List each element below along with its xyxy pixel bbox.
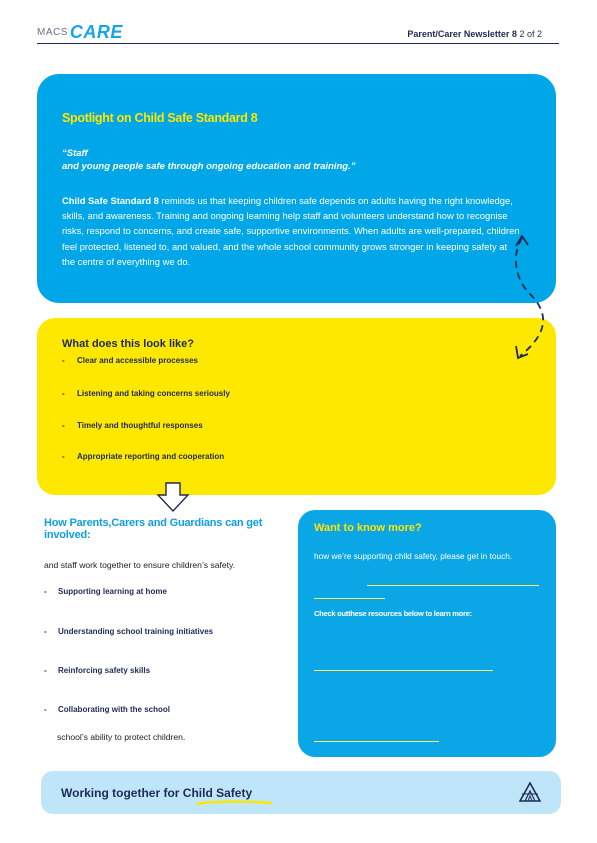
parents-title: How Parents,Carers and Guardians can get involved: bbox=[44, 517, 263, 541]
spotlight-body-text: reminds us that keeping children safe depends on adults having the right knowledge, skills, and awareness. Training and ongoing learning help staff and volunteers understand how to recognise risks, respond to concerns, and create safe, supportive environments. When adults are well-prepared, children feel protected, listened to, and valued, and the whole school community grows stronger in keeping safety at the centre of everything we do. bbox=[62, 195, 520, 267]
page-indicator: 2 of 2 bbox=[519, 29, 542, 39]
parents-intro: and staff work together to ensure children’s safety. bbox=[44, 560, 236, 570]
list-item: - Understanding school training initiatives bbox=[44, 627, 214, 636]
list-item-label: Timely and thoughtful responses bbox=[77, 421, 203, 430]
spotlight-body bbox=[62, 193, 522, 269]
yellow-underline-swoosh bbox=[195, 800, 273, 806]
footer-text-prefix: Working together for bbox=[61, 786, 183, 800]
list-item-label: Supporting learning at home bbox=[58, 587, 167, 596]
macs-care-logo bbox=[37, 21, 123, 43]
contact-link-underline[interactable] bbox=[314, 598, 385, 599]
list-item-label: Clear and accessible processes bbox=[77, 356, 198, 365]
spotlight-title: Spotlight on Child Safe Standard 8 bbox=[62, 111, 258, 125]
parents-tail: school’s ability to protect children. bbox=[57, 732, 186, 742]
list-item-label: Listening and taking concerns seriously bbox=[77, 389, 230, 398]
footer-banner bbox=[41, 771, 561, 814]
spotlight-body-lead: Child Safe Standard 8 bbox=[62, 195, 159, 206]
more-title: Want to know more? bbox=[314, 522, 422, 534]
want-to-know-more-panel bbox=[298, 510, 556, 757]
footer-text bbox=[61, 786, 252, 800]
list-item-label: Reinforcing safety skills bbox=[58, 666, 151, 675]
list-item: - Appropriate reporting and cooperation bbox=[62, 452, 225, 461]
header-divider bbox=[37, 43, 559, 44]
what-looks-like-title: What does this look like? bbox=[62, 338, 195, 350]
curved-dashed-arrow-icon bbox=[508, 232, 556, 364]
footer-text-highlight: Child Safety bbox=[182, 786, 253, 800]
list-item: - Supporting learning at home bbox=[44, 587, 167, 596]
spotlight-panel bbox=[37, 74, 556, 303]
resource-link-underline[interactable] bbox=[314, 741, 439, 742]
spotlight-quote: “Staff and young people safe through ongoing education and training.” bbox=[62, 148, 356, 172]
list-item: - Timely and thoughtful responses bbox=[62, 421, 203, 430]
school-crest-icon bbox=[519, 781, 541, 803]
logo-brand: CARE bbox=[69, 21, 123, 42]
list-item: - Listening and taking concerns seriously bbox=[62, 389, 230, 398]
list-item: - Reinforcing safety skills bbox=[44, 666, 151, 675]
list-item: - Collaborating with the school bbox=[44, 705, 170, 714]
newsletter-header bbox=[407, 29, 542, 39]
logo-prefix: MACS bbox=[37, 26, 68, 38]
down-outline-arrow-icon bbox=[155, 481, 191, 513]
more-contact-text: how we’re supporting child safety, please get in touch. bbox=[314, 551, 513, 561]
contact-link-underline[interactable] bbox=[367, 585, 539, 586]
list-item-label: Appropriate reporting and cooperation bbox=[77, 452, 225, 461]
list-item-label: Collaborating with the school bbox=[58, 705, 170, 714]
what-looks-like-panel bbox=[37, 318, 556, 495]
resources-heading: Check outthese resources below to learn more: bbox=[314, 609, 472, 618]
resource-link-underline[interactable] bbox=[314, 670, 493, 671]
list-item: - Clear and accessible processes bbox=[62, 356, 198, 365]
list-item-label: Understanding school training initiatives bbox=[58, 627, 214, 636]
newsletter-label: Parent/Carer Newsletter 8 bbox=[407, 29, 517, 39]
